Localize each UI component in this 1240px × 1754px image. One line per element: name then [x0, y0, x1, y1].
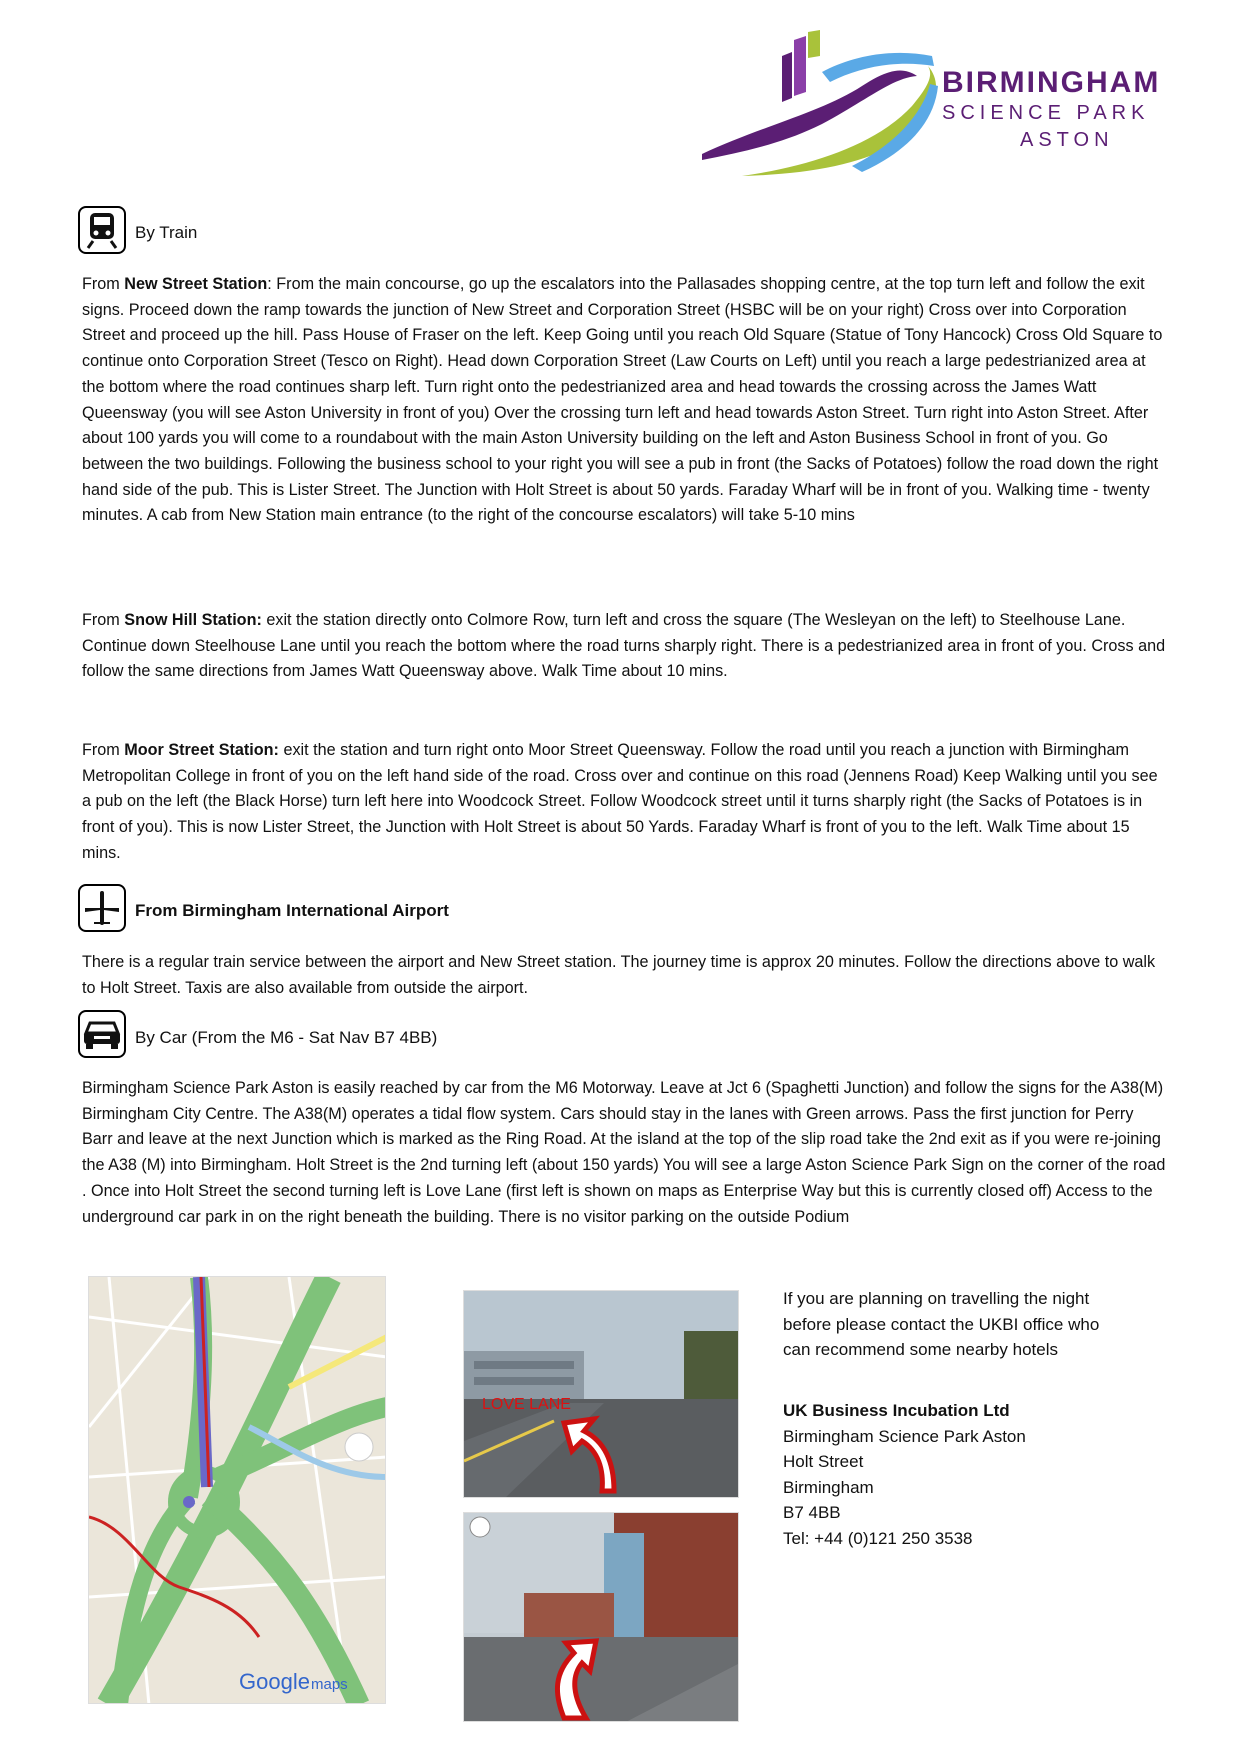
love-lane-label: LOVE LANE	[482, 1396, 571, 1413]
car-section-title: By Car (From the M6 - Sat Nav B7 4BB)	[135, 1028, 438, 1047]
building-entrance-street-photo	[463, 1512, 739, 1722]
hotel-note	[783, 1286, 1099, 1363]
from-word: From	[82, 275, 125, 293]
snow-hill-text: exit the station directly onto Colmore Row, turn left and cross the square (The Wesleyan on the left) to Steelhouse Lane. Continue down Steelhouse Lane until you reach the bottom where the road turns sharply right. There is a pedestrianized area in front of you. Cross and follow the same directions from James Watt Queensway above. Walk Time about 10 mins.	[82, 611, 1166, 681]
logo-line-3: ASTON	[1020, 129, 1114, 151]
plane-icon	[78, 884, 126, 932]
airport-directions: There is a regular train service between the airport and New Street station. The journey time is approx 20 minutes. Follow the directions above to walk to Holt Street. Taxis are also available from outside the airport.	[82, 953, 1156, 997]
address-line: Holt Street	[783, 1452, 864, 1471]
car-icon	[78, 1010, 126, 1058]
hotel-note-line: If you are planning on travelling the night	[783, 1289, 1090, 1308]
new-street-text: : From the main concourse, go up the escalators into the Pallasades shopping centre, at the top turn left and follow the exit signs. Proceed down the ramp towards the junction of New Street and Corporation Street (HSBC will be on your right) Cross over into Corporation Street and proceed up the hill. Pass House of Fraser on the left. Keep Going until you reach Old Square (Statue of Tony Hancock) Cross Old Square to continue onto Corporation Street (Tesco on Right). Head down Corporation Street (Law Courts on Left) until you reach a large pedestrianized area at the bottom where the road continues sharp left. Turn right onto the pedestrianized area and head towards the crossing across the James Watt Queensway (you will see Aston University in front of you) Over the crossing turn left and head towards Aston Street. Turn right into Aston Street. After about 100 yards you will come to a roundabout with the main Aston University building on the left and Aston Business School in front of you. Go between the two buildings. Following the business school to your right you will see a pub in front (the Sacks of Potatoes) follow the road down the right hand side of the pub. This is Lister Street. The Junction with Holt Street is about 50 yards. Faraday Wharf will be in front of you. Walking time - twenty minutes. A cab from New Station main entrance (to the right of the concourse escalators) will take 5-10 mins	[82, 275, 1163, 525]
logo-swoosh-icon	[702, 26, 942, 186]
company-name: UK Business Incubation Ltd	[783, 1401, 1010, 1420]
address-line: B7 4BB	[783, 1503, 841, 1522]
new-street-directions	[82, 272, 1168, 529]
hotel-note-line: before please contact the UKBI office who	[783, 1314, 1100, 1334]
from-word: From	[82, 611, 125, 629]
moor-street-label: Moor Street Station:	[124, 741, 279, 759]
snow-hill-label: Snow Hill Station:	[124, 611, 262, 629]
moor-street-directions	[82, 738, 1168, 867]
google-brand: Google	[239, 1669, 310, 1694]
hotel-note-line: can recommend some nearby hotels	[783, 1340, 1058, 1359]
address-line: Birmingham Science Park Aston	[783, 1426, 1026, 1446]
birmingham-science-park-logo	[702, 26, 1172, 186]
maps-brand: maps	[311, 1676, 348, 1693]
from-word: From	[82, 741, 125, 759]
moor-street-text: exit the station and turn right onto Moor Street Queensway. Follow the road until you reach a junction with Birmingham Metropolitan College in front of you on the left hand side of the road. Cross over and continue on this road (Jennens Road) Keep Walking until you see a pub on the left (the Black Horse) turn left here into Woodcock Street. Follow Woodcock street until it turns sharply right (the Sacks of Potatoes is in front of you). This is now Lister Street, the Junction with Holt Street is about 50 Yards. Faraday Wharf is front of you to the left. Walk Time about 15 mins.	[82, 741, 1158, 862]
snow-hill-directions	[82, 608, 1168, 685]
logo-line-2: SCIENCE PARK	[942, 102, 1150, 124]
logo-text	[942, 66, 1160, 152]
car-directions: Birmingham Science Park Aston is easily reached by car from the M6 Motorway. Leave at Jct 6 (Spaghetti Junction) and follow the signs for the A38(M) Birmingham City Centre. The A38(M) operates a tidal flow system. Cars should stay in the lanes with Green arrows. Pass the first junction for Perry Barr and leave at the next Junction which is marked as the Ring Road. At the island at the top of the slip road take the 2nd exit as if you were re-joining the A38 (M) into Birmingham. Holt Street is the 2nd turning left (about 150 yards) You will see a large Aston Science Park Sign on the corner of the road . Once into Holt Street the second turning left is Love Lane (first left is shown on maps as Enterprise Way but this is currently closed off) Access to the underground car park in on the right beneath the building. There is no visitor parking on the outside Podium	[82, 1079, 1166, 1226]
train-icon	[78, 206, 126, 254]
contact-block	[783, 1398, 1026, 1551]
route-map-image	[88, 1276, 386, 1704]
new-street-label: New Street Station	[124, 275, 268, 293]
logo-line-1: BIRMINGHAM	[942, 66, 1161, 99]
telephone: Tel: +44 (0)121 250 3538	[783, 1528, 973, 1548]
love-lane-street-photo	[463, 1290, 739, 1498]
airport-section-title: From Birmingham International Airport	[135, 901, 449, 920]
train-section-title: By Train	[135, 223, 198, 242]
address-line: Birmingham	[783, 1477, 874, 1497]
